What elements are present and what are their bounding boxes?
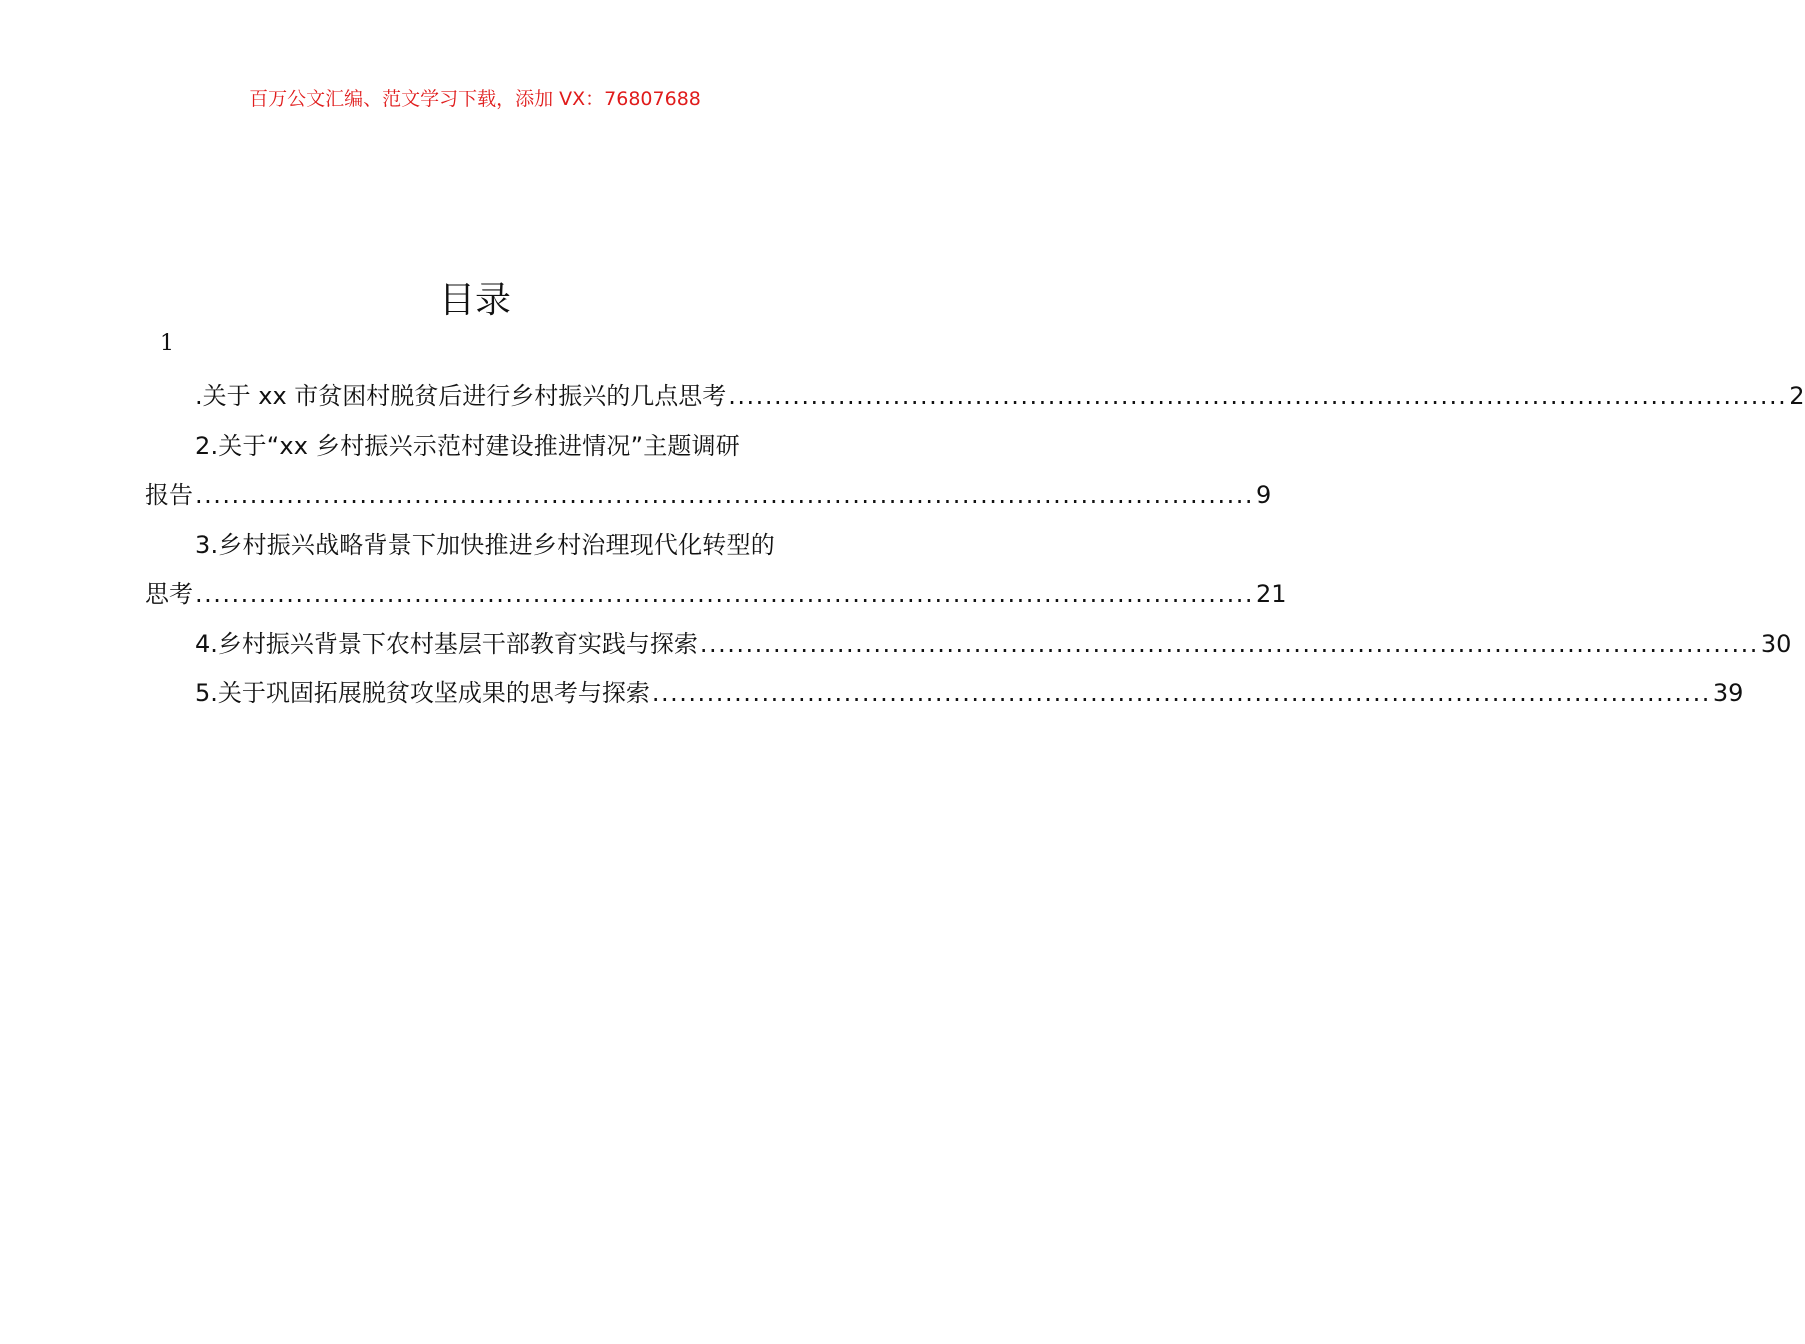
toc-leader-dots: .................................................................................................................... (195, 580, 1254, 608)
toc-entry-1-title: .关于 xx 市贫困村脱贫后进行乡村振兴的几点思考 (195, 372, 726, 422)
toc-leader-dots: .................................................................................................................... (728, 382, 1788, 410)
toc-entry-2-line-1[interactable] (145, 422, 806, 472)
table-of-contents (145, 372, 1805, 719)
toc-entry-2-title: 2.关于“xx 乡村振兴示范村建设推进情况”主题调研 (195, 431, 740, 460)
toc-leader-dots: .................................................................................................................... (651, 679, 1711, 707)
stray-page-number: 1 (160, 331, 174, 356)
toc-entry-5-title: 5.关于巩固拓展脱贫攻坚成果的思考与探索 (195, 669, 650, 719)
toc-entry-5[interactable] (145, 669, 1744, 719)
toc-entry-4[interactable] (145, 620, 1792, 670)
toc-entry-4-title: 4.乡村振兴背景下农村基层干部教育实践与探索 (195, 620, 698, 670)
toc-entry-2-title-cont: 报告 (145, 471, 193, 521)
toc-entry-1-page: 2 (1789, 382, 1805, 410)
toc-entry-4-page: 30 (1760, 629, 1792, 658)
toc-entry-5-page: 39 (1712, 679, 1744, 707)
toc-entry-3-line-1[interactable] (145, 521, 806, 571)
toc-entry-2-line-2[interactable] (145, 471, 1272, 521)
toc-leader-dots: .................................................................................................................... (195, 481, 1254, 509)
toc-leader-dots: .................................................................................................................... (699, 629, 1759, 658)
toc-entry-3-title: 3.乡村振兴战略背景下加快推进乡村治理现代化转型的 (195, 530, 775, 559)
toc-title: 目录 (438, 280, 511, 321)
toc-entry-3-page: 21 (1255, 580, 1287, 608)
header-banner: 百万公文汇编、范文学习下载，添加 VX：76807688 (249, 88, 701, 110)
toc-entry-2-page: 9 (1255, 481, 1272, 509)
toc-entry-1[interactable] (145, 372, 1805, 422)
toc-entry-3-line-2[interactable] (145, 570, 1287, 620)
toc-entry-3-title-cont: 思考 (145, 570, 193, 620)
